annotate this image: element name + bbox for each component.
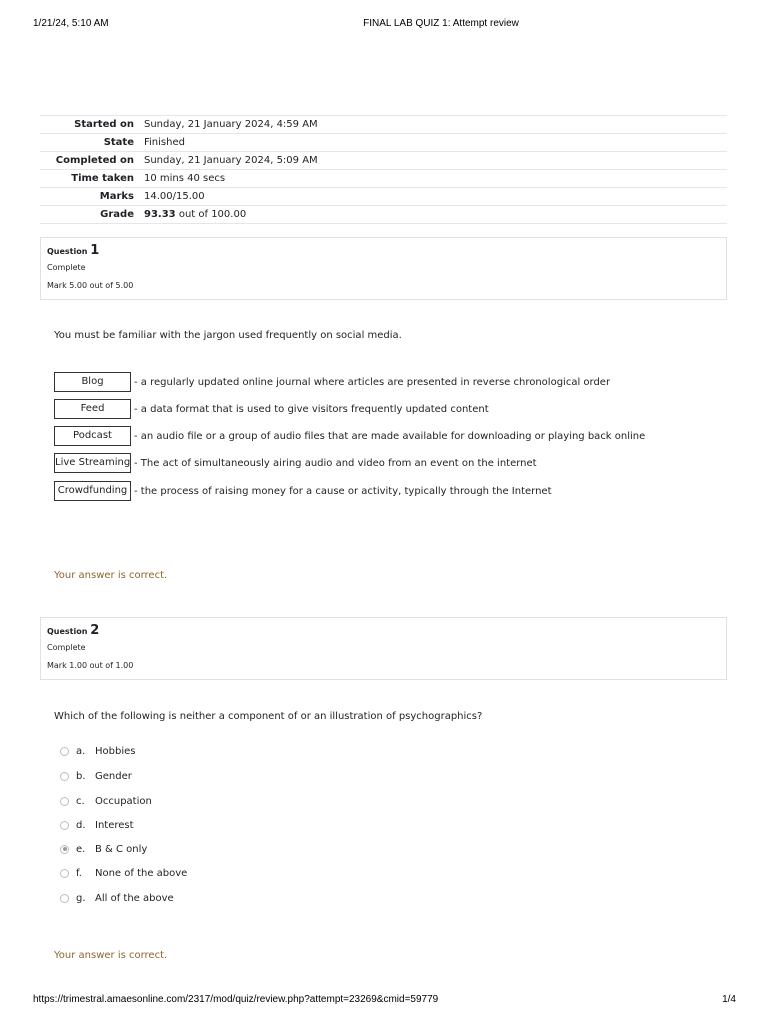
question-prefix: Question bbox=[47, 627, 88, 636]
option-label: Interest bbox=[95, 819, 134, 831]
question-2-text: Which of the following is neither a component of or an illustration of psychographics? bbox=[54, 711, 483, 722]
print-datetime: 1/21/24, 5:10 AM bbox=[33, 18, 109, 29]
summary-row-grade bbox=[40, 206, 727, 224]
question-state: Complete bbox=[47, 643, 86, 652]
question-number bbox=[47, 243, 720, 258]
radio-button[interactable] bbox=[60, 869, 69, 878]
option-letter: c. bbox=[76, 795, 85, 807]
answer-option[interactable] bbox=[60, 794, 152, 808]
match-definition: - an audio file or a group of audio files that are made available for downloading or playing back online bbox=[134, 430, 646, 442]
option-label: B & C only bbox=[95, 843, 148, 855]
question-number-value: 2 bbox=[90, 623, 100, 638]
question-1-text: You must be familiar with the jargon used frequently on social media. bbox=[54, 330, 402, 341]
question-2-feedback: Your answer is correct. bbox=[54, 950, 168, 961]
radio-button-selected[interactable] bbox=[60, 845, 69, 854]
option-letter: g. bbox=[76, 892, 86, 904]
print-footer bbox=[0, 994, 768, 1008]
attempt-summary-table bbox=[40, 115, 727, 224]
summary-label: State bbox=[103, 137, 134, 148]
summary-value: Finished bbox=[144, 137, 185, 148]
match-answer-select[interactable]: Feed bbox=[54, 399, 131, 419]
option-letter: e. bbox=[76, 843, 86, 855]
match-row bbox=[54, 426, 645, 446]
match-row bbox=[54, 372, 610, 392]
question-1-feedback: Your answer is correct. bbox=[54, 570, 168, 581]
answer-option[interactable] bbox=[60, 818, 134, 832]
match-row bbox=[54, 481, 552, 501]
match-definition: - The act of simultaneously airing audio and video from an event on the internet bbox=[134, 457, 537, 469]
radio-button[interactable] bbox=[60, 797, 69, 806]
match-definition: - the process of raising money for a cause or activity, typically through the Internet bbox=[134, 485, 552, 497]
match-row bbox=[54, 399, 489, 419]
question-1-info bbox=[40, 237, 727, 300]
option-letter: b. bbox=[76, 770, 86, 782]
option-letter: f. bbox=[76, 867, 82, 879]
question-grade: Mark 1.00 out of 1.00 bbox=[47, 661, 134, 670]
summary-row-started bbox=[40, 116, 727, 134]
option-label: Gender bbox=[95, 770, 132, 782]
answer-option[interactable] bbox=[60, 842, 147, 856]
question-number-value: 1 bbox=[90, 243, 100, 258]
print-url: https://trimestral.amaesonline.com/2317/mod/quiz/review.php?attempt=23269&cmid=59779 bbox=[33, 994, 439, 1005]
match-answer-select[interactable]: Live Streaming bbox=[54, 453, 131, 473]
summary-label: Marks bbox=[99, 191, 134, 202]
match-definition: - a data format that is used to give visitors frequently updated content bbox=[134, 403, 489, 415]
question-grade: Mark 5.00 out of 5.00 bbox=[47, 281, 134, 290]
match-answer-select[interactable]: Blog bbox=[54, 372, 131, 392]
option-letter: d. bbox=[76, 819, 86, 831]
match-definition: - a regularly updated online journal where articles are presented in reverse chronological order bbox=[134, 376, 611, 388]
summary-label: Time taken bbox=[71, 173, 134, 184]
radio-button[interactable] bbox=[60, 894, 69, 903]
question-number bbox=[47, 623, 720, 638]
answer-option[interactable] bbox=[60, 769, 132, 783]
summary-label: Started on bbox=[74, 119, 134, 130]
summary-value: Sunday, 21 January 2024, 5:09 AM bbox=[144, 155, 318, 166]
match-answer-select[interactable]: Crowdfunding bbox=[54, 481, 131, 501]
print-page-title: FINAL LAB QUIZ 1: Attempt review bbox=[363, 18, 519, 29]
summary-row-marks bbox=[40, 188, 727, 206]
question-state: Complete bbox=[47, 263, 86, 272]
summary-value: 10 mins 40 secs bbox=[144, 173, 226, 184]
option-label: Occupation bbox=[95, 795, 152, 807]
question-2-info bbox=[40, 617, 727, 680]
summary-row-state bbox=[40, 134, 727, 152]
option-label: None of the above bbox=[95, 867, 188, 879]
answer-option[interactable] bbox=[60, 744, 135, 758]
option-letter: a. bbox=[76, 745, 86, 757]
grade-out-of: out of 100.00 bbox=[175, 209, 247, 220]
summary-value: 14.00/15.00 bbox=[144, 191, 205, 202]
summary-row-time-taken bbox=[40, 170, 727, 188]
option-label: All of the above bbox=[95, 892, 174, 904]
print-page-number: 1/4 bbox=[722, 994, 736, 1005]
print-header bbox=[0, 18, 768, 32]
summary-value: Sunday, 21 January 2024, 4:59 AM bbox=[144, 119, 318, 130]
option-label: Hobbies bbox=[95, 745, 136, 757]
summary-label: Completed on bbox=[55, 155, 134, 166]
summary-label: Grade bbox=[100, 209, 134, 220]
radio-button[interactable] bbox=[60, 747, 69, 756]
grade-score: 93.33 bbox=[144, 209, 176, 220]
question-prefix: Question bbox=[47, 247, 88, 256]
match-answer-select[interactable]: Podcast bbox=[54, 426, 131, 446]
radio-button[interactable] bbox=[60, 772, 69, 781]
answer-option[interactable] bbox=[60, 866, 187, 880]
summary-row-completed bbox=[40, 152, 727, 170]
radio-button[interactable] bbox=[60, 821, 69, 830]
match-row bbox=[54, 453, 537, 473]
answer-option[interactable] bbox=[60, 891, 174, 905]
summary-value bbox=[144, 206, 727, 224]
